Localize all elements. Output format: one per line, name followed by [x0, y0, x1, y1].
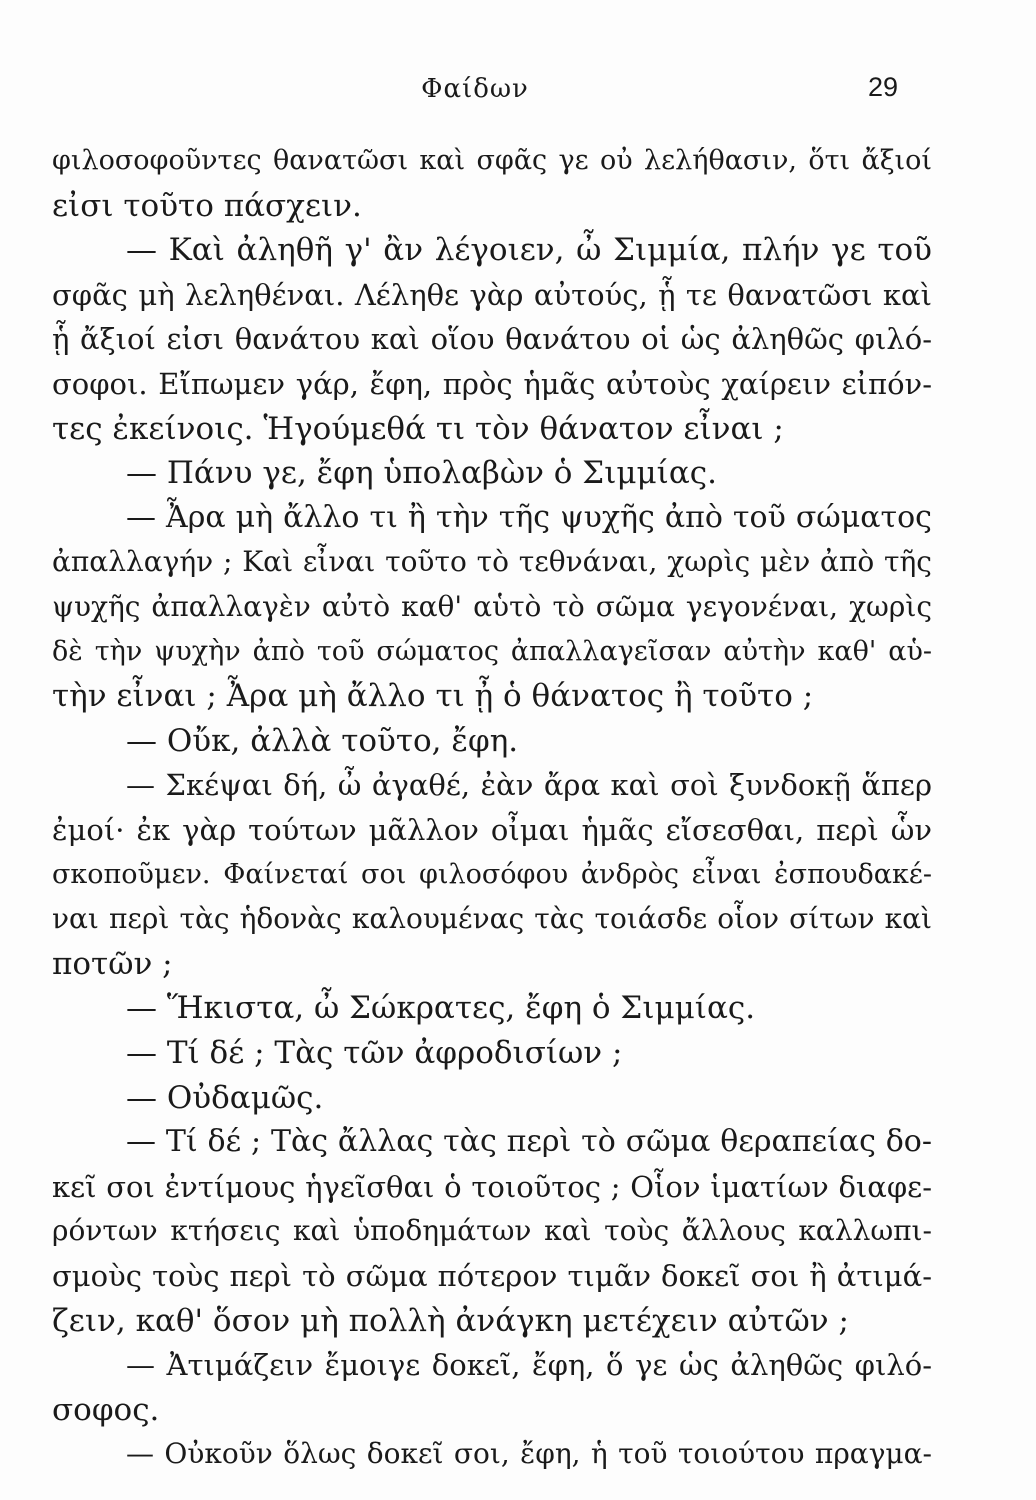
- text-line: ζειν, καθ' ὅσον μὴ πολλὴ ἀνάγκη μετέχειν αὐτῶν ;: [52, 1302, 849, 1339]
- text-line: — Τί δέ ; Τὰς ἄλλας τὰς περὶ τὸ σῶμα θεραπείας δο-: [126, 1124, 932, 1160]
- text-line: — Σκέψαι δή, ὦ ἀγαθέ, ἐὰν ἄρα καὶ σοὶ ξυνδοκῇ ἅπερ: [126, 768, 932, 803]
- text-line: φιλοσοφοῦντες θανατῶσι καὶ σφᾶς γε οὐ λελήθασιν, ὅτι ἄξιοί: [52, 145, 932, 176]
- text-line: — Καὶ ἀληθῆ γ' ἂν λέγοιεν, ὦ Σιμμία, πλήν γε τοῦ: [126, 232, 932, 269]
- text-line: σοφος.: [52, 1391, 160, 1428]
- text-line: — Οὔκ, ἀλλὰ τοῦτο, ἔφη.: [126, 722, 519, 759]
- text-line: τες ἐκείνοις. Ἡγούμεθά τι τὸν θάνατον εἶναι ;: [52, 410, 784, 447]
- text-line: κεῖ σοι ἐντίμους ἡγεῖσθαι ὁ τοιοῦτος ; Οἷον ἱματίων διαφε-: [52, 1169, 932, 1204]
- text-line: — Οὐκοῦν ὅλως δοκεῖ σοι, ἔφη, ἡ τοῦ τοιούτου πραγμα-: [126, 1437, 932, 1471]
- text-line: ναι περὶ τὰς ἡδονὰς καλουμένας τὰς τοιάσδε οἷον σίτων καὶ: [52, 902, 932, 936]
- text-line: ποτῶν ;: [52, 945, 173, 982]
- text-line: — Ἆρα μὴ ἄλλο τι ἢ τὴν τῆς ψυχῆς ἀπὸ τοῦ σώματος: [126, 499, 932, 535]
- text-line: τὴν εἶναι ; Ἆρα μὴ ἄλλο τι ᾖ ὁ θάνατος ἢ τοῦτο ;: [52, 678, 814, 715]
- page-number: 29: [868, 72, 899, 102]
- text-line: — Πάνυ γε, ἔφη ὑπολαβὼν ὁ Σιμμίας.: [126, 455, 717, 492]
- text-line: σοφοι. Εἴπωμεν γάρ, ἔφη, πρὸς ἡμᾶς αὐτοὺς χαίρειν εἰπόν-: [52, 367, 932, 401]
- text-line: σμοὺς τοὺς περὶ τὸ σῶμα πότερον τιμᾶν δοκεῖ σοι ἢ ἀτιμά-: [52, 1259, 932, 1293]
- text-line: ψυχῆς ἀπαλλαγὲν αὐτὸ καθ' αὑτὸ τὸ σῶμα γεγονέναι, χωρὶς: [52, 590, 932, 623]
- text-line: ᾗ ἄξιοί εἰσι θανάτου καὶ οἵου θανάτου οἱ ὡς ἀληθῶς φιλό-: [52, 322, 932, 357]
- text-line: ἐμοί· ἐκ γὰρ τούτων μᾶλλον οἶμαι ἡμᾶς εἴσεσθαι, περὶ ὧν: [52, 813, 932, 847]
- text-line: — Ἥκιστα, ὦ Σώκρατες, ἔφη ὁ Σιμμίας.: [126, 990, 756, 1027]
- text-line: — Οὐδαμῶς.: [126, 1079, 324, 1116]
- text-line: εἰσι τοῦτο πάσχειν.: [52, 187, 362, 224]
- running-header-title: Φαίδων: [421, 74, 529, 104]
- text-line: — Ἀτιμάζειν ἔμοιγε δοκεῖ, ἔφη, ὅ γε ὡς ἀληθῶς φιλό-: [126, 1348, 932, 1383]
- text-line: δὲ τὴν ψυχὴν ἀπὸ τοῦ σώματος ἀπαλλαγεῖσαν αὐτὴν καθ' αὑ-: [52, 635, 932, 667]
- text-line: σκοποῦμεν. Φαίνεταί σοι φιλοσόφου ἀνδρὸς εἶναι ἐσπουδακέ-: [52, 858, 932, 890]
- text-line: — Τί δέ ; Τὰς τῶν ἀφροδισίων ;: [126, 1035, 623, 1071]
- text-line: σφᾶς μὴ λεληθέναι. Λέληθε γὰρ αὐτούς, ᾗ τε θανατῶσι καὶ: [52, 277, 932, 312]
- text-line: ἀπαλλαγήν ; Καὶ εἶναι τοῦτο τὸ τεθνάναι, χωρὶς μὲν ἀπὸ τῆς: [52, 545, 932, 579]
- text-line: ρόντων κτήσεις καὶ ὑποδημάτων καὶ τοὺς ἄλλους καλλωπι-: [52, 1214, 932, 1248]
